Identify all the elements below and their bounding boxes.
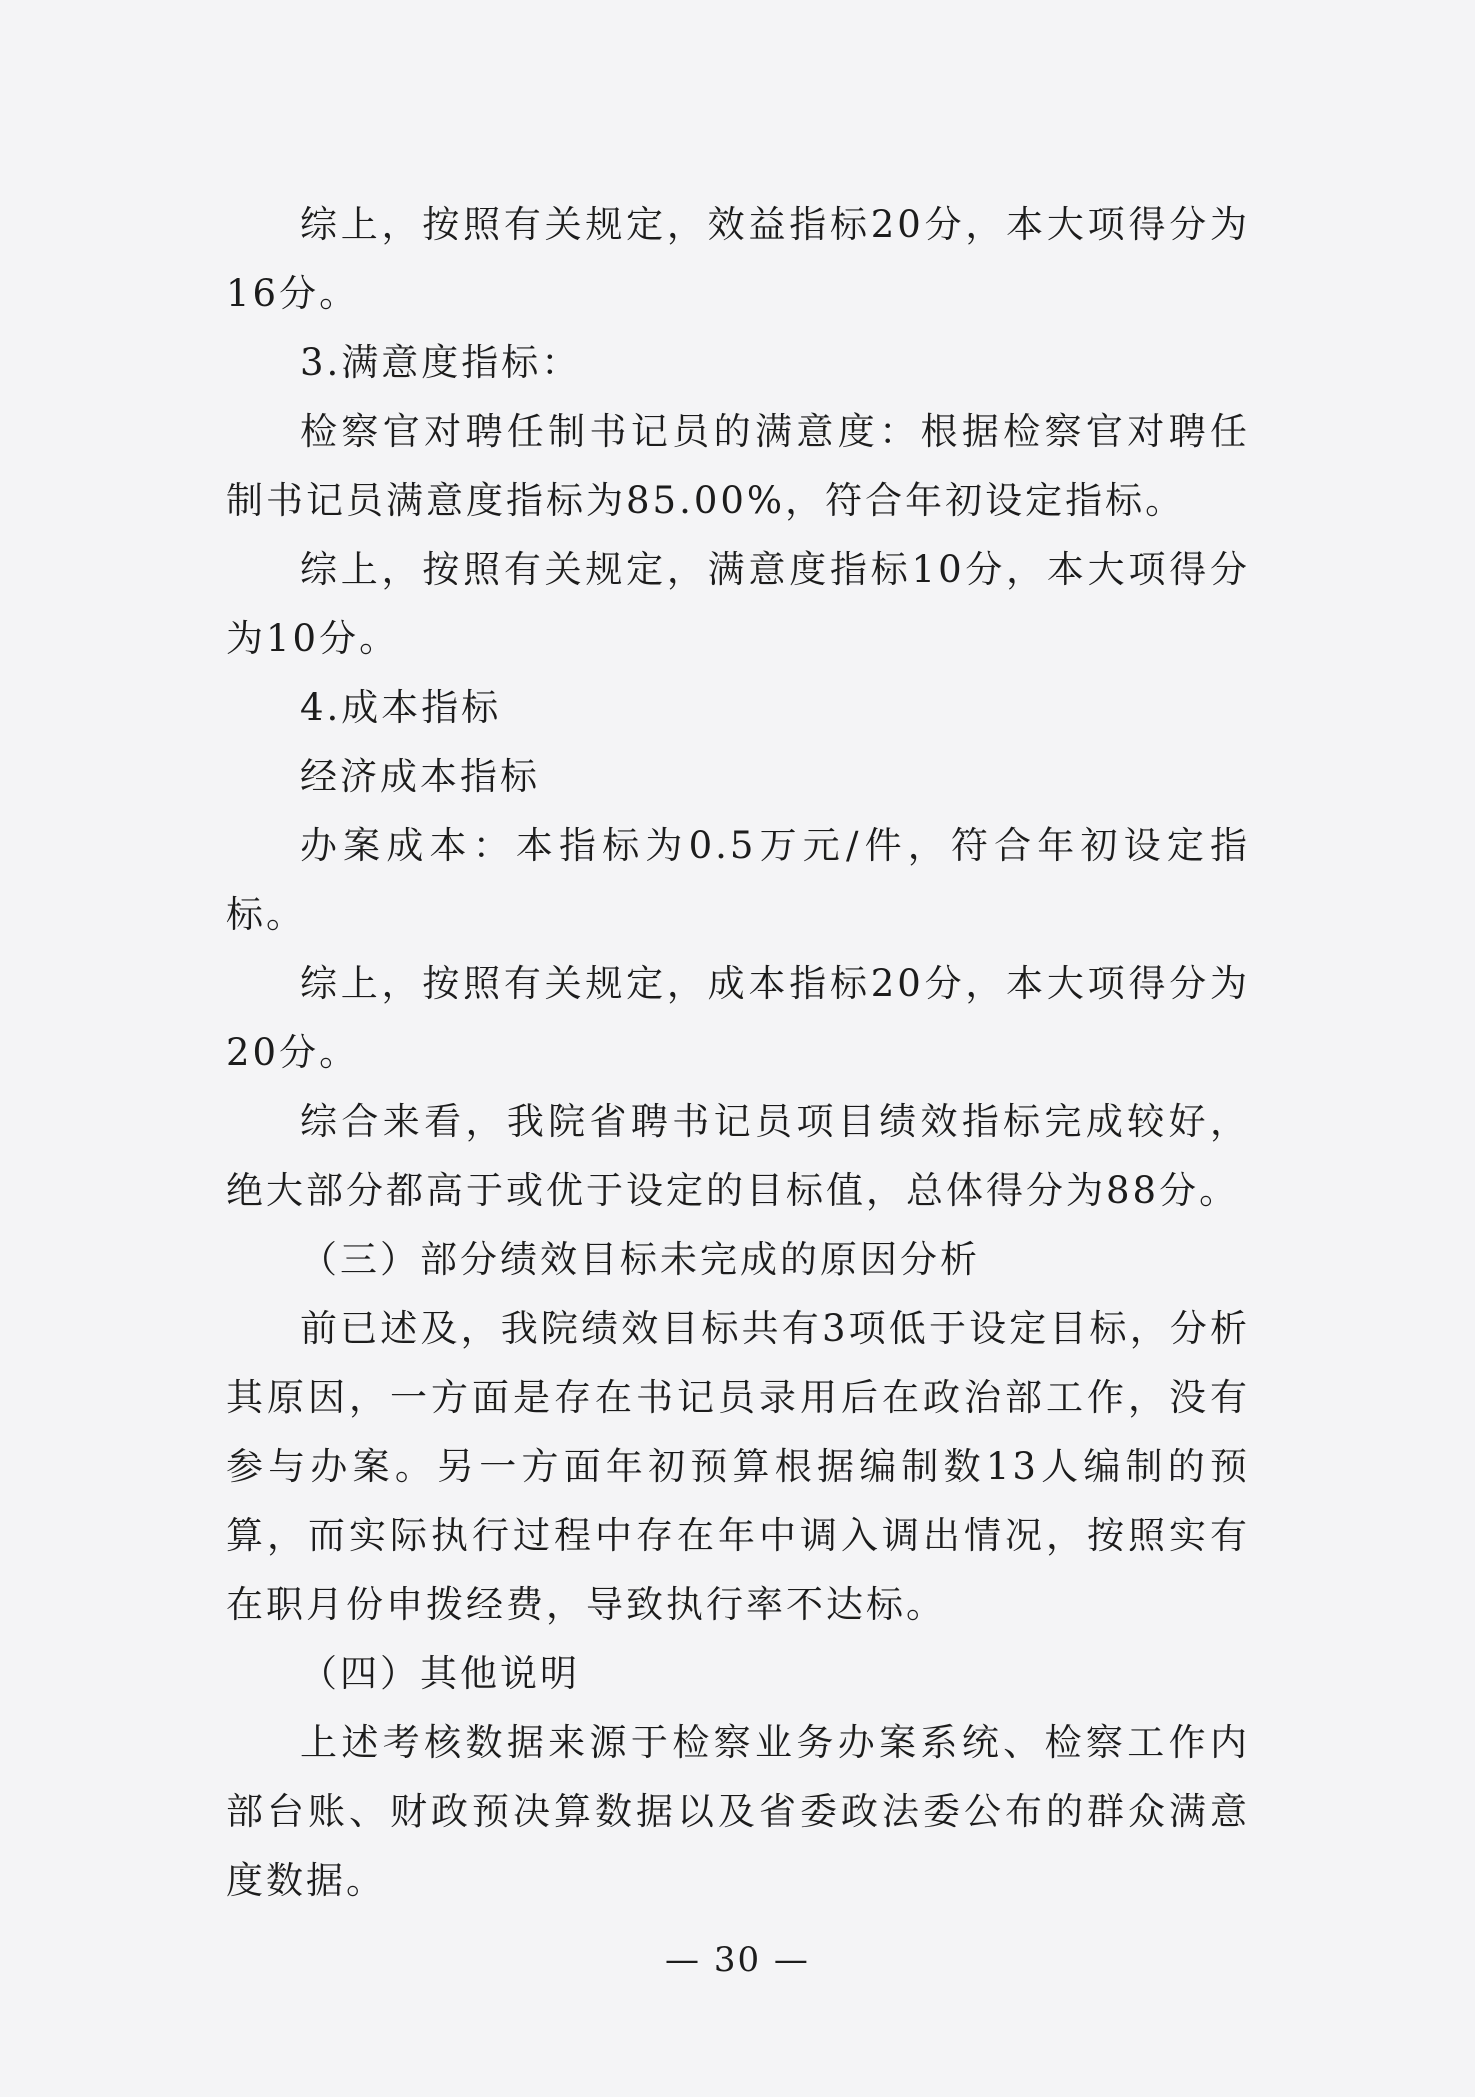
paragraph-reason-analysis: 前已述及，我院绩效目标共有3项低于设定目标，分析其原因，一方面是存在书记员录用后在政治部工作，没有参与办案。另一方面年初预算根据编制数13人编制的预算，而实际执行过程中存在年中调入调出情况，按照实有在职月份申拨经费，导致执行率不达标。	[226, 1307, 1250, 1626]
paragraph-satisfaction-detail: 检察官对聘任制书记员的满意度：根据检察官对聘任制书记员满意度指标为85.00%，符合年初设定指标。	[226, 410, 1250, 522]
paragraph-benefit-summary: 综上，按照有关规定，效益指标20分，本大项得分为16分。	[226, 203, 1250, 315]
page-number: — 30 —	[665, 1940, 810, 1980]
paragraph-data-sources: 上述考核数据来源于检察业务办案系统、检察工作内部台账、财政预决算数据以及省委政法委公布的群众满意度数据。	[226, 1721, 1250, 1902]
paragraph-cost-summary: 综上，按照有关规定，成本指标20分，本大项得分为20分。	[226, 962, 1250, 1074]
heading-section-four: （四）其他说明	[300, 1652, 580, 1695]
document-body	[226, 190, 1250, 1915]
paragraph-overall-summary: 综合来看，我院省聘书记员项目绩效指标完成较好，绝大部分都高于或优于设定的目标值，总体得分为88分。	[226, 1100, 1250, 1212]
heading-cost-indicator: 4.成本指标	[300, 686, 502, 729]
subheading-economic-cost: 经济成本指标	[300, 755, 540, 798]
paragraph-case-cost: 办案成本：本指标为0.5万元/件，符合年初设定指标。	[226, 824, 1250, 936]
heading-satisfaction-indicator: 3.满意度指标：	[300, 341, 582, 384]
paragraph-satisfaction-summary: 综上，按照有关规定，满意度指标10分，本大项得分为10分。	[226, 548, 1250, 660]
heading-section-three: （三）部分绩效目标未完成的原因分析	[300, 1238, 980, 1281]
